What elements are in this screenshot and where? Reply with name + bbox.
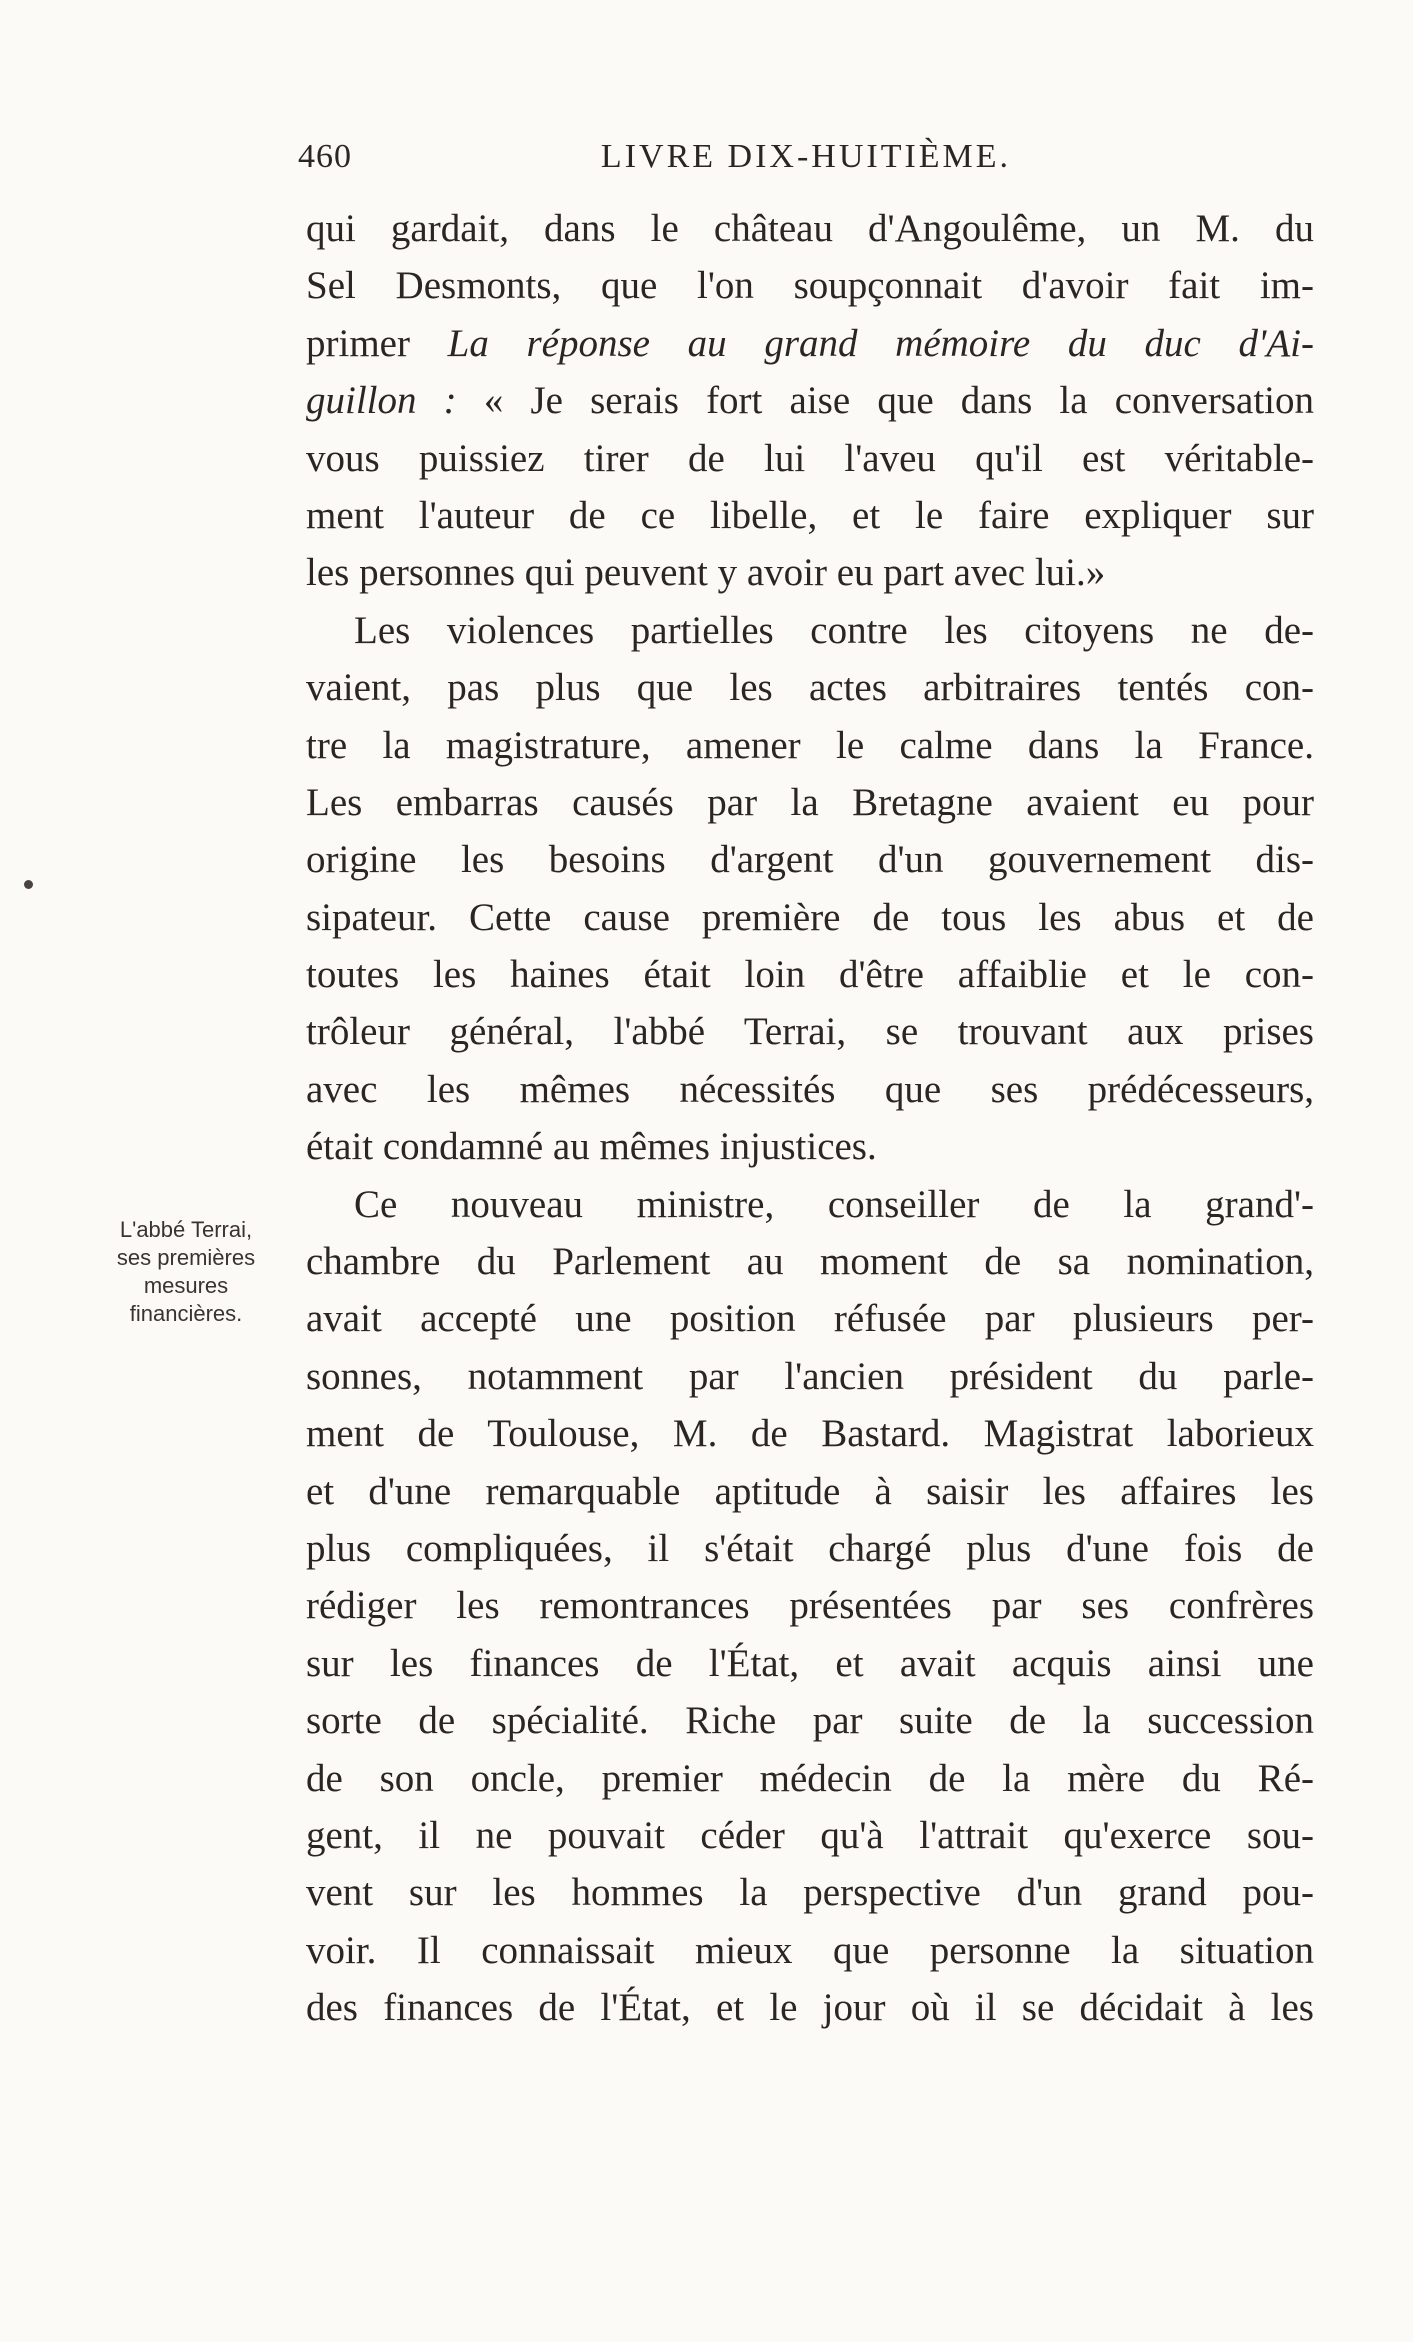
text-line: sipateur. Cette cause première de tous les abus et de	[306, 895, 1314, 939]
text-line: Sel Desmonts, que l'on soupçonnait d'avoir fait im-	[306, 264, 1314, 308]
text-line: des finances de l'État, et le jour où il se décidait à les	[306, 1986, 1314, 2030]
text-fragment: primer	[306, 321, 410, 365]
stray-ink-dot	[24, 880, 33, 889]
text-line	[306, 372, 1314, 429]
margin-note-line: mesures	[143, 1273, 229, 1298]
text-line: avait accepté une position réfusée par plusieurs per-	[306, 1297, 1314, 1341]
text-line: origine les besoins d'argent d'un gouvernement dis-	[306, 838, 1314, 882]
margin-note-line: ses premières	[116, 1245, 256, 1270]
text-line: vaient, pas plus que les actes arbitraires tentés con-	[306, 666, 1314, 710]
text-line: ment de Toulouse, M. de Bastard. Magistrat laborieux	[306, 1412, 1314, 1456]
text-line: trôleur général, l'abbé Terrai, se trouvant aux prises	[306, 1010, 1314, 1054]
running-title: LIVRE DIX-HUITIÈME.	[600, 138, 1012, 175]
text-line: Les violences partielles contre les citoyens ne de-	[354, 608, 1314, 652]
text-line: et d'une remarquable aptitude à saisir les affaires les	[306, 1469, 1314, 1513]
text-line: Ce nouveau ministre, conseiller de la grand'-	[354, 1182, 1314, 1226]
text-line: de son oncle, premier médecin de la mère du Ré-	[306, 1756, 1314, 1800]
text-line: ment l'auteur de ce libelle, et le faire expliquer sur	[306, 493, 1314, 537]
italic-title: La réponse au grand mémoire du duc d'Ai-	[447, 321, 1314, 365]
text-line: rédiger les remontrances présentées par ses confrères	[306, 1584, 1314, 1628]
text-line: chambre du Parlement au moment de sa nomination,	[306, 1240, 1314, 1284]
text-line: les personnes qui peuvent y avoir eu part avec lui.»	[306, 551, 1106, 595]
running-head	[298, 138, 1314, 182]
margin-note-line: L'abbé Terrai,	[119, 1217, 253, 1242]
text-line: tre la magistrature, amener le calme dans la France.	[306, 723, 1314, 767]
text-line: sur les finances de l'État, et avait acquis ainsi une	[306, 1641, 1314, 1685]
text-line: toutes les haines était loin d'être affaiblie et le con-	[306, 953, 1314, 997]
text-line: voir. Il connaissait mieux que personne la situation	[306, 1928, 1314, 1972]
text-fragment: « Je serais fort aise que dans la conversation	[483, 379, 1314, 423]
margin-note-line: financières.	[129, 1301, 243, 1326]
text-line: avec les mêmes nécessités que ses prédécesseurs,	[306, 1067, 1314, 1111]
text-line: sonnes, notamment par l'ancien président du parle-	[306, 1354, 1314, 1398]
body-text	[306, 200, 1314, 2037]
text-line: Les embarras causés par la Bretagne avaient eu pour	[306, 780, 1314, 824]
text-line: vous puissiez tirer de lui l'aveu qu'il est véritable-	[306, 436, 1314, 480]
text-line	[306, 315, 1314, 372]
text-line: qui gardait, dans le château d'Angoulême, un M. du	[306, 207, 1314, 250]
text-line: plus compliquées, il s'était chargé plus d'une fois de	[306, 1526, 1314, 1570]
page-number: 460	[298, 138, 352, 175]
text-line: sorte de spécialité. Riche par suite de la succession	[306, 1699, 1314, 1743]
margin-note	[86, 1216, 286, 1328]
text-line: était condamné au mêmes injustices.	[306, 1125, 877, 1169]
italic-title-end: guillon :	[306, 379, 457, 423]
text-line: gent, il ne pouvait céder qu'à l'attrait qu'exerce sou-	[306, 1813, 1314, 1857]
text-line: vent sur les hommes la perspective d'un grand pou-	[306, 1871, 1314, 1915]
